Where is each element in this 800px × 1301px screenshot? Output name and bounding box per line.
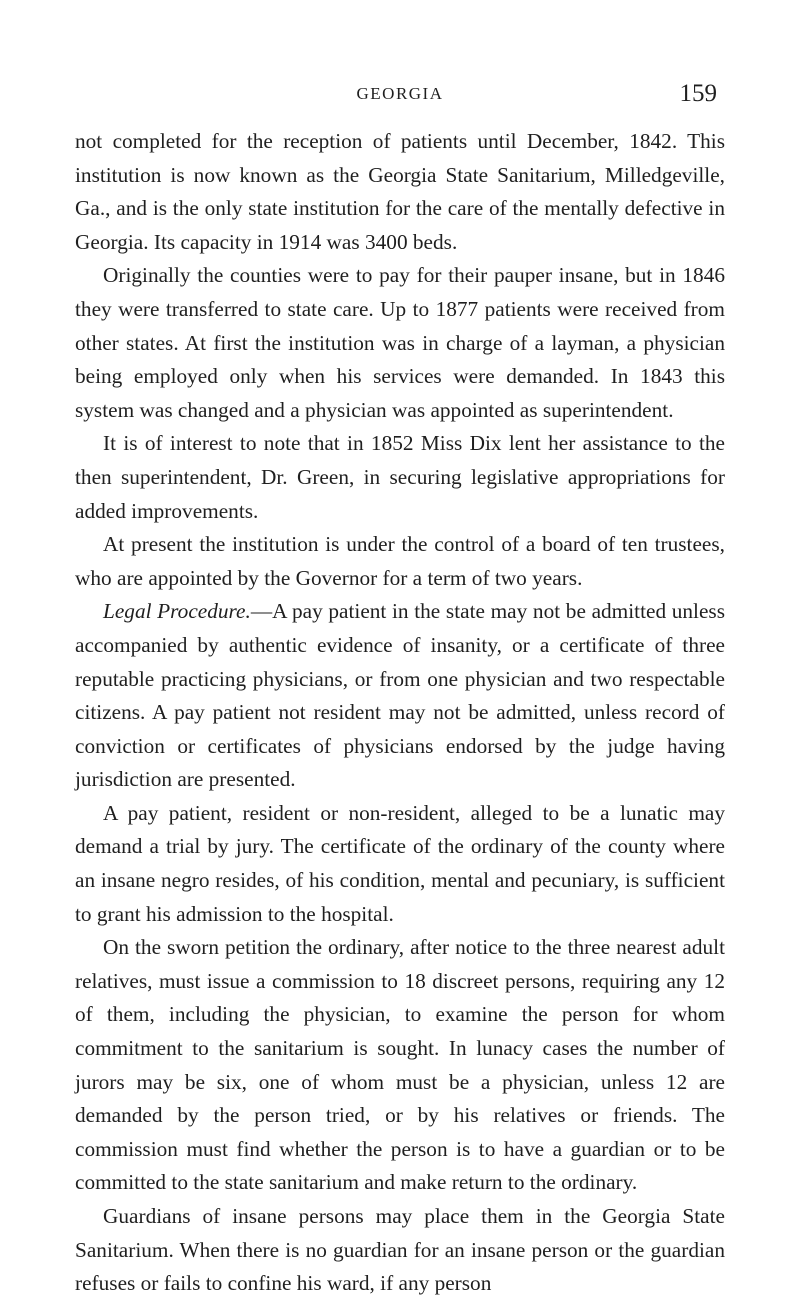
legal-procedure-heading: Legal Procedure. (103, 599, 251, 624)
page-number: 159 (679, 80, 717, 107)
legal-procedure-text: A pay patient in the state may not be admitted unless accompanied by authentic evidence of insanity, or a certificate of three reputable practicing physicians, or from one physician and two respectable citizens. A pay patient not resident may not be admitted, unless record of conviction or certificates of physicians endorsed by the judge having jurisdiction are presented. (75, 599, 725, 792)
paragraph-guardians: Guardians of insane persons may place them in the Georgia State Sanitarium. When there is no guardian for an insane person or the guardian refuses or fails to confine his ward, if any person (75, 1204, 725, 1296)
running-title: GEORGIA (356, 84, 444, 103)
paragraph-continuation: not completed for the reception of patients until December, 1842. This institution is now known as the Georgia State Sanitarium, Milledgeville, Ga., and is the only state institution for the care of the mentally defective in Georgia. Its capacity in 1914 was 3400 beds. (75, 129, 725, 254)
paragraph-jury-trial: A pay patient, resident or non-resident, alleged to be a lunatic may demand a trial by jury. The certificate of the ordinary of the county where an insane negro resides, of his condition, mental and pecuniary, is sufficient to grant his admission to the hospital. (75, 800, 725, 926)
paragraph-county-care: Originally the counties were to pay for their pauper insane, but in 1846 they were transferred to state care. Up to 1877 patients were received from other states. At first the institution was in charge of a layman, a physician being employed only when his services were demanded. In 1843 this system was changed and a physician was appointed as superintendent. (75, 263, 725, 422)
paragraph-miss-dix: It is of interest to note that in 1852 Miss Dix lent her assistance to the then superintendent, Dr. Green, in securing legislative appropriations for added improvements. (75, 431, 725, 523)
paragraph-commission: On the sworn petition the ordinary, after notice to the three nearest adult relatives, must issue a commission to 18 discreet persons, requiring any 12 of them, including the physician, to examine the person for whom commitment to the sanitarium is sought. In lunacy cases the number of jurors may be six, one of whom must be a physician, unless 12 are demanded by the person tried, or by his relatives or friends. The commission must find whether the person is to have a guardian or to be committed to the state sanitarium and make return to the ordinary. (75, 935, 725, 1195)
body-text (75, 125, 725, 1301)
running-head (75, 80, 725, 112)
paragraph-trustees: At present the institution is under the control of a board of ten trustees, who are appointed by the Governor for a term of two years. (75, 532, 725, 590)
paragraph-legal-procedure (75, 595, 725, 797)
legal-procedure-dash: — (250, 599, 273, 624)
